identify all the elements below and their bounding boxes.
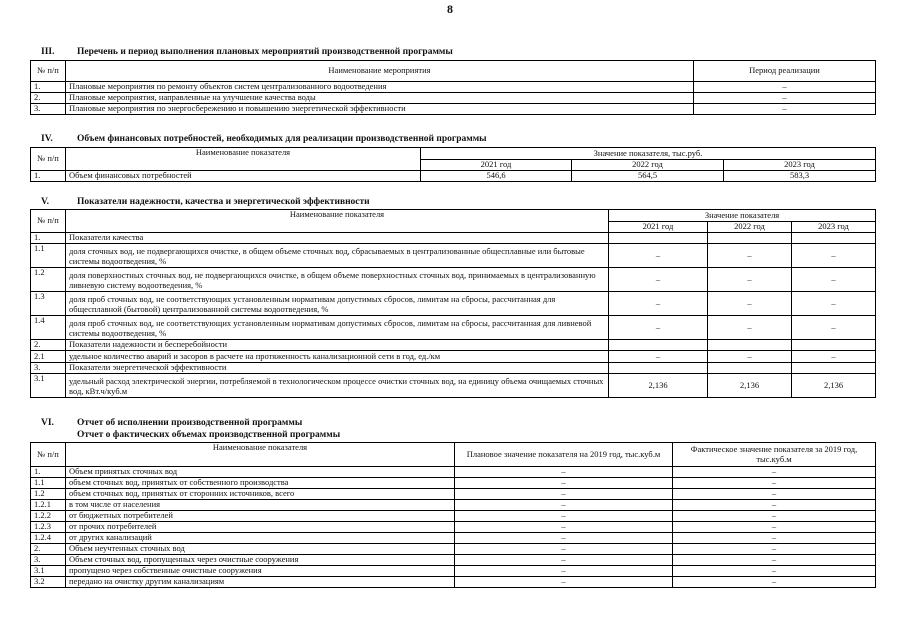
row-value: – (708, 244, 792, 268)
row-no: 2. (31, 544, 66, 555)
row-name: доля проб сточных вод, не соответствующих установленным нормативам допустимых сбросов, лимитам на сбросы, рассчитанная для общесплавной (бытовой) централизованной системы водоотведения, % (66, 292, 609, 316)
row-value: 2,136 (792, 374, 876, 398)
table-row (31, 555, 876, 566)
col-header-year: 2022 год (708, 222, 792, 233)
table-row (31, 244, 876, 268)
col-header-fact: Фактическое значение показателя за 2019 год, тыс.куб.м (673, 443, 876, 467)
table-row (31, 233, 876, 244)
row-value: – (792, 316, 876, 340)
row-fact: – (673, 489, 876, 500)
section-4-heading: Объем финансовых потребностей, необходимых для реализации производственной программы (77, 134, 487, 144)
table-row (31, 500, 876, 511)
row-value: – (792, 351, 876, 363)
row-plan: – (455, 500, 673, 511)
table-row (31, 467, 876, 478)
row-period: – (694, 93, 876, 104)
row-name: удельное количество аварий и засоров в расчете на протяженность канализационной сети в год, ед./км (66, 351, 609, 363)
row-no: 1.4 (31, 316, 66, 340)
row-name: от бюджетных потребителей (66, 511, 455, 522)
row-plan: – (455, 555, 673, 566)
col-header-name: Наименование показателя (66, 210, 609, 233)
table-row (31, 363, 876, 374)
row-no: 2. (31, 340, 66, 351)
page-number: 8 (447, 2, 453, 16)
col-header-period: Период реализации (694, 61, 876, 82)
section-6-subtitle: Отчет о фактических объемах производственной программы (77, 430, 341, 440)
row-plan: – (455, 489, 673, 500)
table-row (31, 577, 876, 588)
row-name: Показатели качества (66, 233, 609, 244)
row-no: 3.1 (31, 566, 66, 577)
row-plan: – (455, 577, 673, 588)
col-header-year: 2023 год (724, 160, 876, 171)
row-plan: – (455, 533, 673, 544)
row-value: – (708, 351, 792, 363)
section-5-title (41, 197, 370, 207)
section-4-number: IV. (41, 134, 53, 144)
row-value: – (609, 316, 708, 340)
row-no: 3. (31, 104, 66, 115)
row-plan: – (455, 544, 673, 555)
row-no: 1.2.3 (31, 522, 66, 533)
table-row (31, 316, 876, 340)
table-row (31, 104, 876, 115)
table-row (31, 268, 876, 292)
table-row (31, 478, 876, 489)
row-value: 2,136 (708, 374, 792, 398)
table-row (31, 93, 876, 104)
row-fact: – (673, 555, 876, 566)
row-value: 2,136 (609, 374, 708, 398)
row-plan: – (455, 478, 673, 489)
row-no: 1.2.1 (31, 500, 66, 511)
row-no: 1.2.2 (31, 511, 66, 522)
section-6-title (41, 418, 302, 428)
row-fact: – (673, 533, 876, 544)
row-name: Показатели надежности и бесперебойности (66, 340, 609, 351)
col-header-name: Наименование показателя (66, 148, 421, 171)
table-row (31, 522, 876, 533)
row-no: 1. (31, 82, 66, 93)
row-period: – (694, 82, 876, 93)
table-row (31, 340, 876, 351)
row-plan: – (455, 566, 673, 577)
row-value: 546,6 (421, 171, 572, 182)
row-name: доля сточных вод, не подвергающихся очистке, в общем объеме сточных вод, сбрасываемых в централизованные общесплавные или бытовые системы водоотведения, % (66, 244, 609, 268)
row-no: 1. (31, 233, 66, 244)
row-no: 1.2 (31, 268, 66, 292)
row-value: – (792, 268, 876, 292)
row-name: Объем сточных вод, пропущенных через очистные сооружения (66, 555, 455, 566)
row-fact: – (673, 544, 876, 555)
col-header-no: № п/п (31, 61, 66, 82)
col-header-name: Наименование показателя (66, 443, 455, 467)
section-5-heading: Показатели надежности, качества и энергетической эффективности (77, 197, 370, 207)
row-name: объем сточных вод, принятых от собственного производства (66, 478, 455, 489)
row-fact: – (673, 500, 876, 511)
table-s6 (30, 442, 876, 588)
row-no: 3. (31, 363, 66, 374)
table-s3 (30, 60, 876, 115)
row-fact: – (673, 467, 876, 478)
section-4-title (41, 134, 487, 144)
row-name: доля проб сточных вод, не соответствующих установленным нормативам допустимых сбросов, лимитам на сбросы, рассчитанная для ливневой системы водоотведения, % (66, 316, 609, 340)
row-value: – (708, 292, 792, 316)
row-no: 3.2 (31, 577, 66, 588)
col-header-year: 2021 год (609, 222, 708, 233)
col-header-no: № п/п (31, 210, 66, 233)
section-3-heading: Перечень и период выполнения плановых мероприятий производственной программы (77, 47, 453, 57)
row-fact: – (673, 522, 876, 533)
col-header-year: 2023 год (792, 222, 876, 233)
col-header-name: Наименование мероприятия (66, 61, 694, 82)
row-name: передано на очистку другим канализациям (66, 577, 455, 588)
row-plan: – (455, 467, 673, 478)
col-header-year: 2022 год (572, 160, 724, 171)
col-header-value: Значение показателя (609, 210, 876, 222)
row-name: Объем неучтенных сточных вод (66, 544, 455, 555)
table-row (31, 292, 876, 316)
row-plan: – (455, 522, 673, 533)
section-6-number: VI. (41, 418, 54, 428)
table-row (31, 351, 876, 363)
table-row (31, 82, 876, 93)
row-no: 1. (31, 171, 66, 182)
row-fact: – (673, 478, 876, 489)
row-value: – (792, 244, 876, 268)
row-name: Объем принятых сточных вод (66, 467, 455, 478)
row-value: 564,5 (572, 171, 724, 182)
row-name: доля поверхностных сточных вод, не подвергающихся очистке, в общем объеме поверхностных сточных вод, принимаемых в централизованную ливневую систему водоотведения, % (66, 268, 609, 292)
row-value: – (708, 316, 792, 340)
row-name: удельный расход электрической энергии, потребляемой в технологическом процессе очистки сточных вод, на единицу объема очищаемых сточных вод, кВт.ч/куб.м (66, 374, 609, 398)
row-value: – (792, 292, 876, 316)
col-header-value: Значение показателя, тыс.руб. (421, 148, 876, 160)
row-no: 1.1 (31, 478, 66, 489)
row-name: в том числе от населения (66, 500, 455, 511)
row-name: пропущено через собственные очистные сооружения (66, 566, 455, 577)
row-name: объем сточных вод, принятых от сторонних источников, всего (66, 489, 455, 500)
row-no: 2.1 (31, 351, 66, 363)
row-value: 583,3 (724, 171, 876, 182)
col-header-no: № п/п (31, 443, 66, 467)
row-no: 1. (31, 467, 66, 478)
section-3-title (41, 47, 453, 57)
row-value: – (609, 244, 708, 268)
row-fact: – (673, 566, 876, 577)
row-value: – (609, 292, 708, 316)
table-row (31, 374, 876, 398)
row-name: Объем финансовых потребностей (66, 171, 421, 182)
row-value: – (609, 268, 708, 292)
row-no: 3.1 (31, 374, 66, 398)
row-no: 1.2 (31, 489, 66, 500)
row-value: – (708, 268, 792, 292)
row-name: Плановые мероприятия, направленные на улучшение качества воды (66, 93, 694, 104)
row-name: Показатели энергетической эффективности (66, 363, 609, 374)
row-fact: – (673, 511, 876, 522)
row-fact: – (673, 577, 876, 588)
table-row (31, 489, 876, 500)
col-header-plan: Плановое значение показателя на 2019 год, тыс.куб.м (455, 443, 673, 467)
row-name: Плановые мероприятия по ремонту объектов систем централизованного водоотведения (66, 82, 694, 93)
row-period: – (694, 104, 876, 115)
col-header-year: 2021 год (421, 160, 572, 171)
table-row (31, 511, 876, 522)
row-no: 3. (31, 555, 66, 566)
row-no: 1.2.4 (31, 533, 66, 544)
section-5-number: V. (41, 197, 50, 207)
row-no: 2. (31, 93, 66, 104)
row-plan: – (455, 511, 673, 522)
section-6-heading: Отчет об исполнении производственной программы (77, 418, 303, 428)
row-value: – (609, 351, 708, 363)
table-row (31, 533, 876, 544)
col-header-no: № п/п (31, 148, 66, 171)
row-no: 1.1 (31, 244, 66, 268)
table-s4 (30, 147, 876, 182)
table-s5 (30, 209, 876, 398)
row-name: Плановые мероприятия по энергосбережению и повышению энергетической эффективности (66, 104, 694, 115)
row-no: 1.3 (31, 292, 66, 316)
section-3-number: III. (41, 47, 55, 57)
row-name: от других канализаций (66, 533, 455, 544)
table-row (31, 544, 876, 555)
table-row (31, 171, 876, 182)
row-name: от прочих потребителей (66, 522, 455, 533)
table-row (31, 566, 876, 577)
